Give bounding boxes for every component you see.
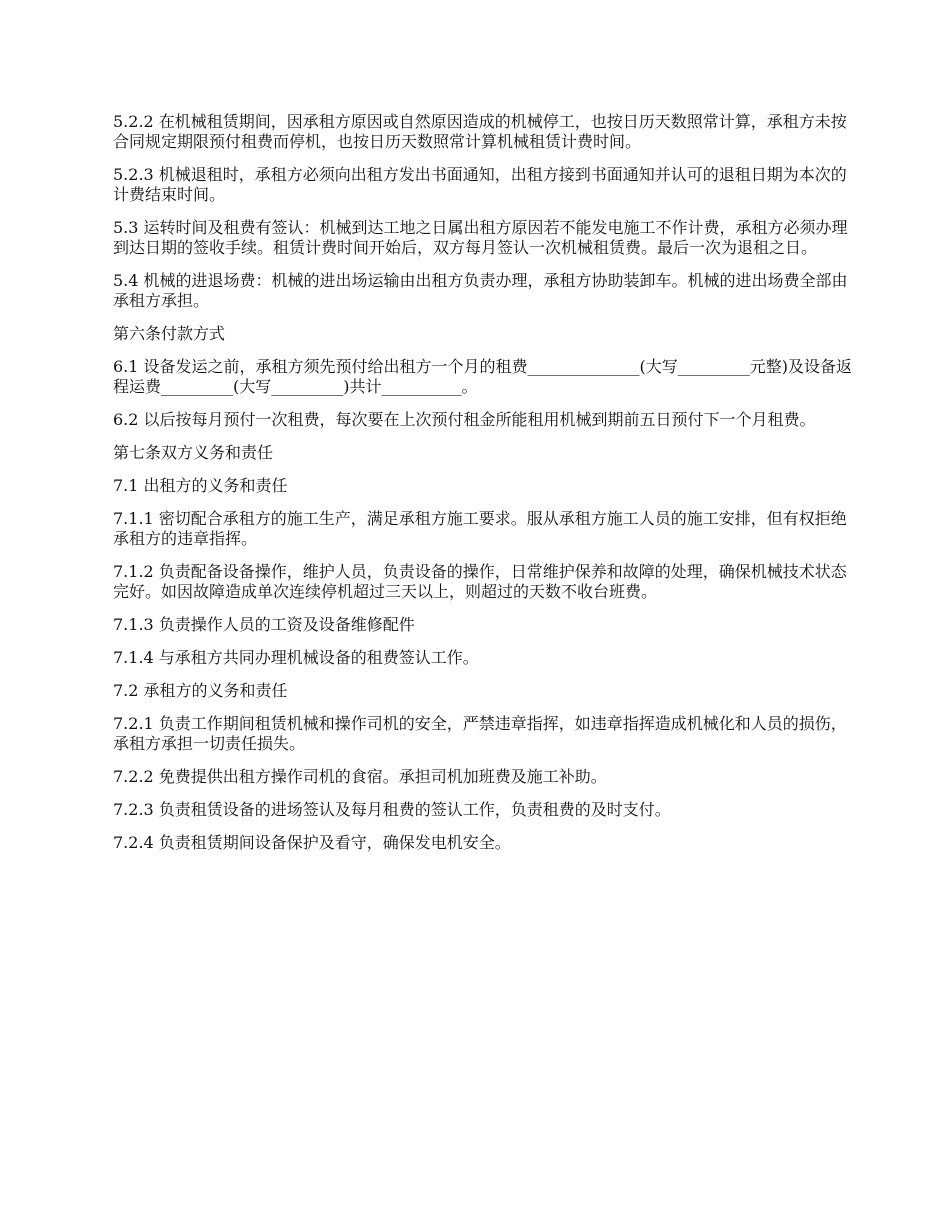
clause-7-2: 7.2 承租方的义务和责任: [113, 681, 288, 700]
clause-7-1-2: 7.1.2 负责配备设备操作，维护人员，负责设备的操作，日常维护保养和故障的处理，确保机械技术状态完好。如因故障造成单次连续停机超过三天以上，则超过的天数不收台班费。: [113, 562, 847, 601]
clause-5-2-2: 5.2.2 在机械租赁期间，因承租方原因或自然原因造成的机械停工，也按日历天数照常计算，承租方未按合同规定期限预付租费而停机，也按日历天数照常计算机械租赁计费时间。: [113, 112, 847, 151]
clause-6-1: 6.1 设备发运之前，承租方须先预付给出租方一个月的租费______________(大写_________元整)及设备返程运费_________(大写_________)共计__________。: [113, 357, 853, 396]
document-body: [113, 112, 853, 866]
clause-7-1: 7.1 出租方的义务和责任: [113, 476, 288, 495]
article-6-heading: 第六条付款方式: [113, 324, 226, 343]
clause-7-2-4: 7.2.4 负责租赁期间设备保护及看守，确保发电机安全。: [113, 833, 511, 852]
article-7-heading: 第七条双方义务和责任: [113, 443, 274, 462]
clause-5-3: 5.3 运转时间及租费有签认：机械到达工地之日属出租方原因若不能发电施工不作计费，承租方必须办理到达日期的签收手续。租赁计费时间开始后，双方每月签认一次机械租赁费。最后一次为退租之日。: [113, 218, 848, 257]
clause-7-1-1: 7.1.1 密切配合承租方的施工生产，满足承租方施工要求。服从承租方施工人员的施工安排，但有权拒绝承租方的违章指挥。: [113, 509, 847, 548]
clause-7-2-2: 7.2.2 免费提供出租方操作司机的食宿。承担司机加班费及施工补助。: [113, 767, 607, 786]
clause-7-1-3: 7.1.3 负责操作人员的工资及设备维修配件: [113, 615, 415, 634]
clause-5-4: 5.4 机械的进退场费：机械的进出场运输由出租方负责办理，承租方协助装卸车。机械的进出场费全部由承租方承担。: [113, 271, 848, 310]
clause-7-1-4: 7.1.4 与承租方共同办理机械设备的租费签认工作。: [113, 648, 479, 667]
clause-5-2-3: 5.2.3 机械退租时，承租方必须向出租方发出书面通知，出租方接到书面通知并认可的退租日期为本次的计费结束时间。: [113, 165, 847, 204]
clause-6-2: 6.2 以后按每月预付一次租费，每次要在上次预付租金所能租用机械到期前五日预付下一个月租费。: [113, 410, 816, 429]
clause-7-2-1: 7.2.1 负责工作期间租赁机械和操作司机的安全，严禁违章指挥，如违章指挥造成机械化和人员的损伤，承租方承担一切责任损失。: [113, 714, 847, 753]
clause-7-2-3: 7.2.3 负责租赁设备的进场签认及每月租费的签认工作，负责租费的及时支付。: [113, 800, 671, 819]
